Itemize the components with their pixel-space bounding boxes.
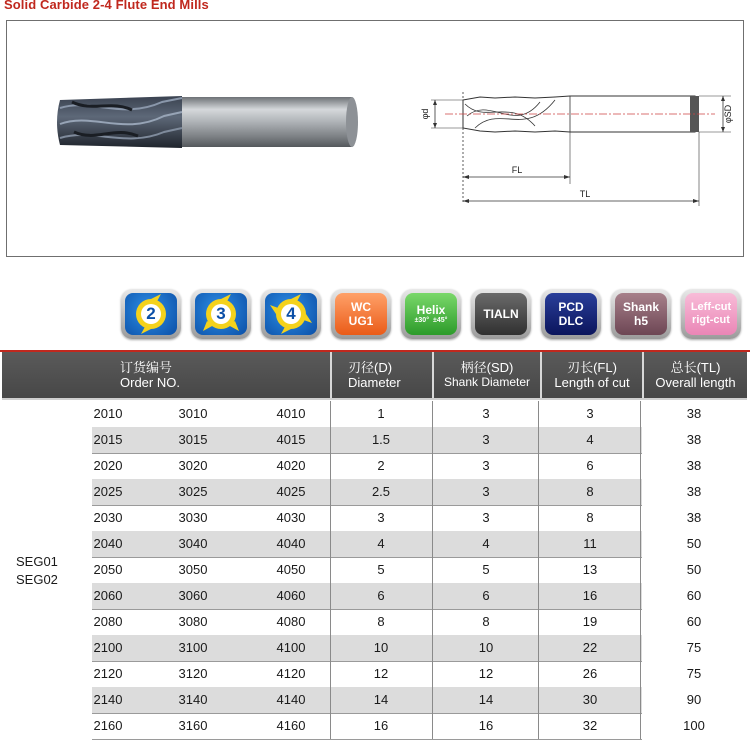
- overall-length-cell: 60: [686, 614, 702, 629]
- diameter-header: [348, 352, 438, 398]
- page-title: Solid Carbide 2-4 Flute End Mills: [4, 0, 209, 12]
- cut-direction-line2: rigt-cut: [692, 314, 730, 326]
- shank-diameter-cell: 3: [482, 406, 490, 421]
- series-seg02: SEG02: [16, 572, 58, 587]
- order-2-flute-cell: 2050: [93, 562, 123, 577]
- column-divider: [432, 401, 433, 739]
- diameter-header-zh: 刃径(D): [348, 360, 393, 375]
- overall-length-cell: 60: [686, 588, 702, 603]
- coating-label: TIALN: [483, 307, 519, 321]
- shank-line2: h5: [633, 314, 648, 328]
- order-4-flute-cell: 4100: [276, 640, 306, 655]
- order-3-flute-cell: 3140: [178, 692, 208, 707]
- order-3-flute-cell: 3060: [178, 588, 208, 603]
- overall-length-cell: 90: [686, 692, 702, 707]
- cut-direction-badge: [681, 289, 741, 339]
- length-of-cut-cell: 8: [586, 510, 594, 525]
- table-row: [0, 687, 750, 713]
- material-line2: UG1: [348, 314, 374, 328]
- table-row: [0, 557, 750, 583]
- order-4-flute-cell: 4080: [276, 614, 306, 629]
- shank-diameter-label: φSD: [723, 104, 733, 124]
- order-2-flute-cell: 2040: [93, 536, 123, 551]
- shank-diameter-cell: 3: [482, 510, 490, 525]
- shank-diameter-cell: 10: [478, 640, 494, 655]
- column-divider: [640, 401, 641, 739]
- shank-diameter-cell: 5: [482, 562, 490, 577]
- order-3-flute-cell: 3010: [178, 406, 208, 421]
- order-4-flute-cell: 4140: [276, 692, 306, 707]
- length-of-cut-cell: 30: [582, 692, 598, 707]
- table-row: [0, 713, 750, 739]
- end-mill-photo: [52, 90, 358, 156]
- coating-badge: [471, 289, 531, 339]
- diameter-cell: 1: [377, 406, 385, 421]
- order-3-flute-cell: 3100: [178, 640, 208, 655]
- overall-length-cell: 50: [686, 536, 702, 551]
- shank-header: [434, 352, 540, 398]
- overall-length-cell: 38: [686, 432, 702, 447]
- shank-line1: Shank: [622, 300, 659, 314]
- table-row: [0, 505, 750, 531]
- length-of-cut-cell: 4: [586, 432, 594, 447]
- diameter-cell: 5: [377, 562, 385, 577]
- table-row: [0, 661, 750, 687]
- shank-diameter-cell: 16: [478, 718, 494, 733]
- shank-diameter-cell: 4: [482, 536, 490, 551]
- shank-diameter-cell: 6: [482, 588, 490, 603]
- overall-length-cell: 75: [686, 666, 702, 681]
- material-line1: WC: [351, 300, 371, 314]
- order-2-flute-cell: 2080: [93, 614, 123, 629]
- flute-length-header: [542, 352, 642, 398]
- overall-length-cell: 50: [686, 562, 702, 577]
- order-2-flute-cell: 2100: [93, 640, 123, 655]
- diameter-cell: 10: [373, 640, 389, 655]
- diameter-cell: 14: [373, 692, 389, 707]
- order-4-flute-cell: 4050: [276, 562, 306, 577]
- length-of-cut-cell: 26: [582, 666, 598, 681]
- three-flute-badge: [191, 289, 251, 339]
- diameter-header-en: Diameter: [348, 375, 401, 390]
- overall-length-cell: 38: [686, 458, 702, 473]
- flute-length-header-en: Length of cut: [554, 375, 630, 390]
- shank-diameter-cell: 3: [482, 458, 490, 473]
- cut-direction-line1: Leff-cut: [690, 301, 732, 313]
- length-of-cut-cell: 16: [582, 588, 598, 603]
- shank-badge: [611, 289, 671, 339]
- shank-diameter-cell: 14: [478, 692, 494, 707]
- order-3-flute-cell: 3160: [178, 718, 208, 733]
- order-2-flute-cell: 2140: [93, 692, 123, 707]
- order-4-flute-cell: 4015: [276, 432, 306, 447]
- series-seg01: SEG01: [16, 554, 58, 569]
- shank-diameter-cell: 12: [478, 666, 494, 681]
- overall-length-cell: 38: [686, 406, 702, 421]
- diameter-cell: 3: [377, 510, 385, 525]
- shank-diameter-cell: 3: [482, 432, 490, 447]
- helix-angle-30: ±30°: [414, 317, 429, 324]
- order-4-flute-cell: 4160: [276, 718, 306, 733]
- diameter-cell: 12: [373, 666, 389, 681]
- length-of-cut-cell: 13: [582, 562, 598, 577]
- order-4-flute-cell: 4010: [276, 406, 306, 421]
- diameter-label: φd: [420, 108, 430, 120]
- order-2-flute-cell: 2120: [93, 666, 123, 681]
- order-4-flute-cell: 4040: [276, 536, 306, 551]
- pcd-badge: [541, 289, 601, 339]
- diameter-cell: 16: [373, 718, 389, 733]
- table-row: [0, 401, 750, 427]
- length-of-cut-cell: 3: [586, 406, 594, 421]
- order-2-flute-cell: 2010: [93, 406, 123, 421]
- order-2-flute-cell: 2015: [93, 432, 123, 447]
- flute-length-header-zh: 刃长(FL): [567, 360, 617, 375]
- table-header: [2, 352, 747, 398]
- order-header-en: Order NO.: [120, 375, 180, 390]
- feature-badges: [121, 289, 746, 339]
- row-divider: [92, 739, 642, 740]
- diameter-cell: 6: [377, 588, 385, 603]
- helix-badge: [401, 289, 461, 339]
- overall-length-cell: 38: [686, 484, 702, 499]
- table-row: [0, 635, 750, 661]
- length-of-cut-cell: 22: [582, 640, 598, 655]
- end-mill-drawing: [405, 80, 740, 210]
- column-divider: [538, 401, 539, 739]
- diameter-cell: 8: [377, 614, 385, 629]
- header-separator: [330, 352, 332, 398]
- order-4-flute-cell: 4060: [276, 588, 306, 603]
- diameter-cell: 1.5: [371, 432, 391, 447]
- column-divider: [330, 401, 331, 739]
- shank-diameter-cell: 8: [482, 614, 490, 629]
- four-flute-badge: [261, 289, 321, 339]
- shank-header-en: Shank Diameter: [443, 375, 531, 389]
- shank-header-zh: 柄径(SD): [460, 360, 514, 375]
- order-3-flute-cell: 3015: [178, 432, 208, 447]
- helix-line1: Helix: [416, 303, 446, 317]
- material-badge: [331, 289, 391, 339]
- flute-length-label: FL: [511, 165, 523, 175]
- diameter-cell: 2: [377, 458, 385, 473]
- table-row: [0, 531, 750, 557]
- diameter-cell: 4: [377, 536, 385, 551]
- order-2-flute-cell: 2060: [93, 588, 123, 603]
- order-4-flute-cell: 4120: [276, 666, 306, 681]
- header-bottom-rule: [2, 398, 747, 400]
- table-row: [0, 583, 750, 609]
- helix-angle-45: ±45°: [433, 317, 448, 324]
- overall-length-header: [644, 352, 747, 398]
- two-flute-badge: [121, 289, 181, 339]
- length-of-cut-cell: 11: [583, 536, 597, 551]
- order-header-zh: 订货编号: [120, 360, 173, 375]
- order-3-flute-cell: 3040: [178, 536, 208, 551]
- order-2-flute-cell: 2160: [93, 718, 123, 733]
- table-row: [0, 427, 750, 453]
- order-2-flute-cell: 2025: [93, 484, 123, 499]
- diameter-cell: 2.5: [371, 484, 391, 499]
- overall-length-header-en: Overall length: [655, 375, 736, 390]
- order-3-flute-cell: 3080: [178, 614, 208, 629]
- order-3-flute-cell: 3050: [178, 562, 208, 577]
- table-row: [0, 609, 750, 635]
- table-row: [0, 479, 750, 505]
- three-flute-label: 3: [216, 304, 226, 323]
- shank-diameter-cell: 3: [482, 484, 490, 499]
- overall-length-header-zh: 总长(TL): [670, 360, 721, 375]
- order-3-flute-cell: 3030: [178, 510, 208, 525]
- table-row: [0, 453, 750, 479]
- pcd-line1: PCD: [558, 300, 584, 314]
- length-of-cut-cell: 32: [582, 718, 598, 733]
- order-header: [120, 352, 320, 398]
- order-4-flute-cell: 4025: [276, 484, 306, 499]
- length-of-cut-cell: 19: [582, 614, 598, 629]
- length-of-cut-cell: 8: [586, 484, 594, 499]
- total-length-label: TL: [579, 189, 591, 199]
- order-3-flute-cell: 3120: [178, 666, 208, 681]
- order-4-flute-cell: 4020: [276, 458, 306, 473]
- overall-length-cell: 38: [686, 510, 702, 525]
- order-3-flute-cell: 3025: [178, 484, 208, 499]
- four-flute-label: 4: [286, 304, 296, 323]
- overall-length-cell: 75: [686, 640, 702, 655]
- order-4-flute-cell: 4030: [276, 510, 306, 525]
- two-flute-label: 2: [146, 304, 156, 323]
- pcd-line2: DLC: [558, 314, 584, 328]
- order-3-flute-cell: 3020: [178, 458, 208, 473]
- overall-length-cell: 100: [683, 718, 705, 733]
- order-2-flute-cell: 2030: [93, 510, 123, 525]
- length-of-cut-cell: 6: [586, 458, 594, 473]
- order-2-flute-cell: 2020: [93, 458, 123, 473]
